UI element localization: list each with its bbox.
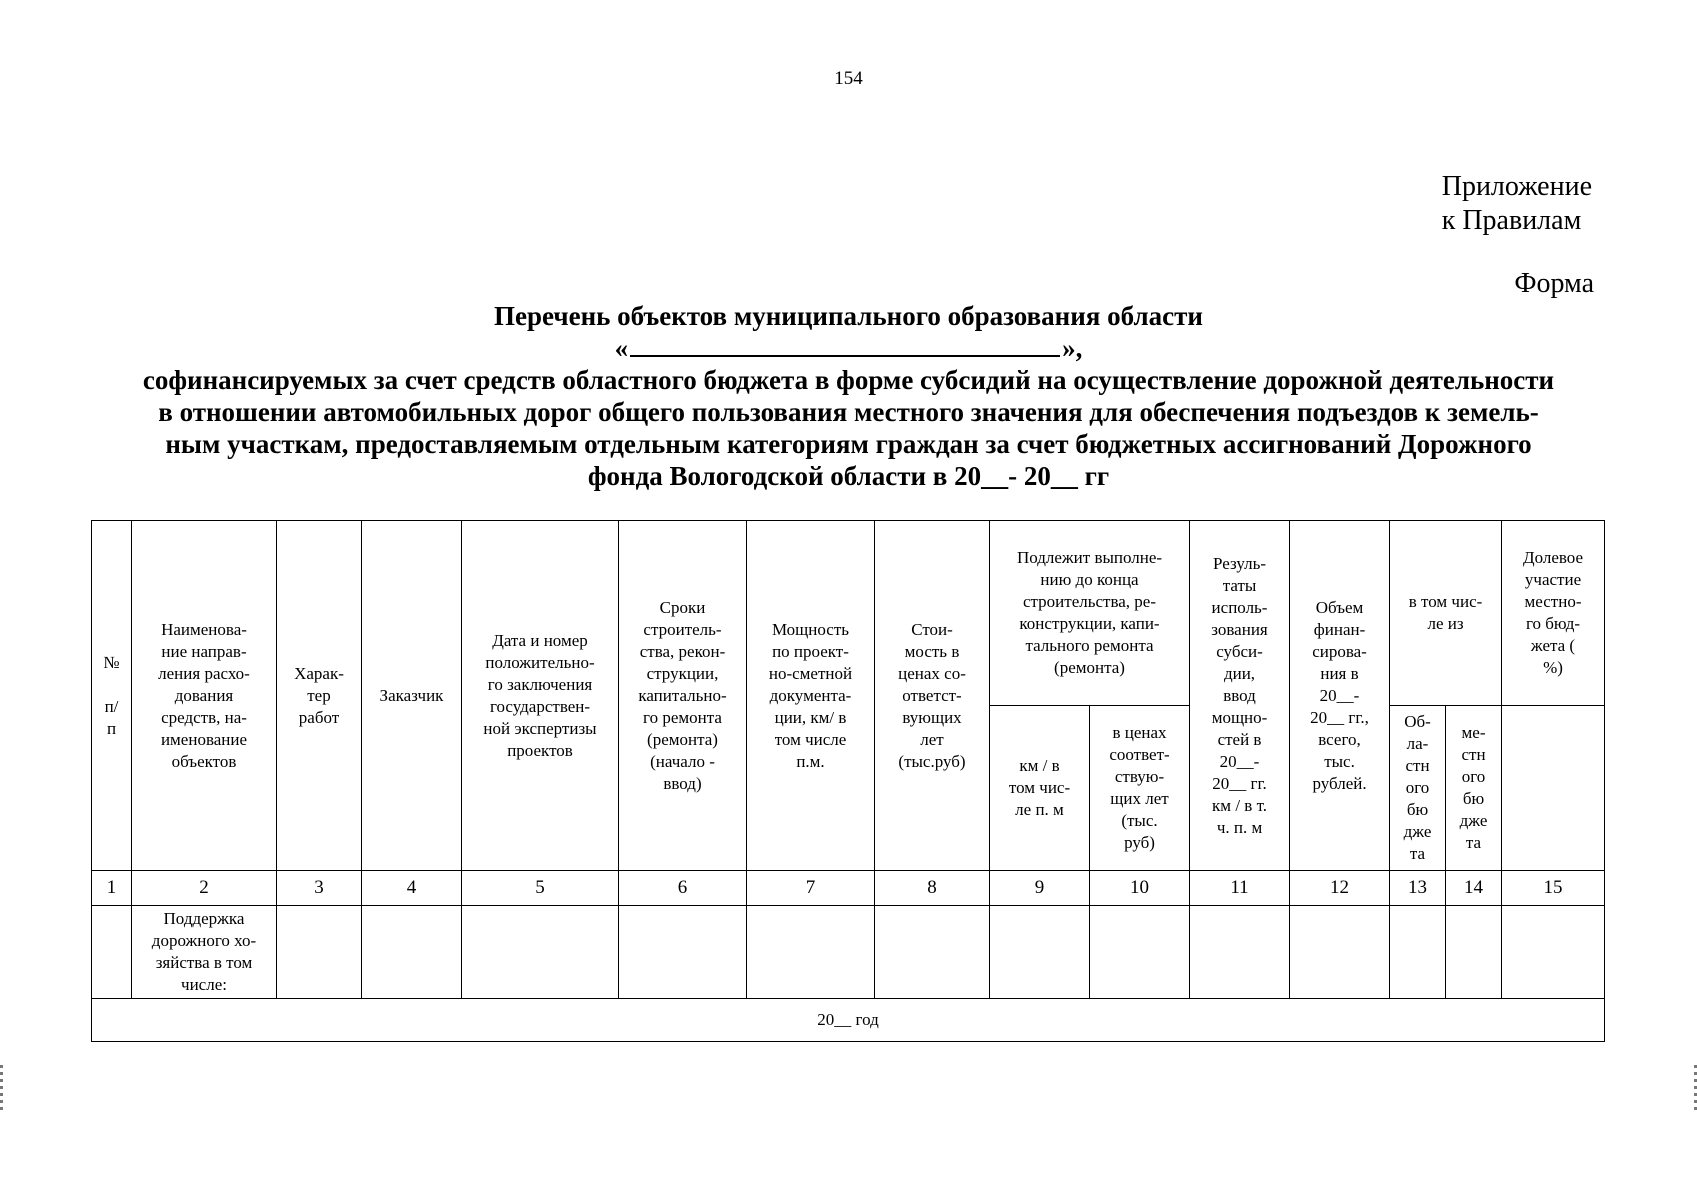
header-cost: Стои- мость в ценах со- ответст- вующих лет (тыс.руб) [875, 521, 990, 871]
header-prices: в ценах соответ- ствую- щих лет (тыс. руб) [1090, 706, 1190, 871]
column-number: 10 [1090, 871, 1190, 906]
column-number: 8 [875, 871, 990, 906]
objects-table [91, 520, 1605, 1042]
header-km: км / в том чис- ле п. м [990, 706, 1090, 871]
table-cell [92, 906, 132, 999]
table-cell [277, 906, 362, 999]
title-line-3: софинансируемых за счет средств областного бюджета в форме субсидий на осуществление дорожной деятельности [142, 365, 1555, 395]
support-row [92, 906, 1605, 999]
form-label: Форма [1514, 268, 1594, 299]
table-cell [1090, 906, 1190, 999]
municipality-blank [630, 333, 1060, 357]
column-number: 13 [1390, 871, 1446, 906]
column-number: 4 [362, 871, 462, 906]
table-cell [1390, 906, 1446, 999]
column-number: 11 [1190, 871, 1290, 906]
column-number: 9 [990, 871, 1090, 906]
table-cell [1190, 906, 1290, 999]
column-number: 15 [1502, 871, 1605, 906]
table-cell [875, 906, 990, 999]
header-terms: Сроки строитель- ства, рекон- струкции, капитально- го ремонта (ремонта) (начало - ввод) [619, 521, 747, 871]
title-line-5: ным участкам, предоставляемым отдельным категориям граждан за счет бюджетных ассигнований Дорожного [165, 429, 1532, 459]
title-line-2 [100, 332, 1597, 364]
header-capacity: Мощность по проект- но-сметной документа- ции, км/ в том числе п.м. [747, 521, 875, 871]
table-cell [1290, 906, 1390, 999]
column-number: 2 [132, 871, 277, 906]
column-number: 3 [277, 871, 362, 906]
header-expertise: Дата и номер положительно- го заключения государствен- ной экспертизы проектов [462, 521, 619, 871]
column-number: 12 [1290, 871, 1390, 906]
header-customer: Заказчик [362, 521, 462, 871]
title-line-4: в отношении автомобильных дорог общего пользования местного значения для обеспечения подъездов к земель- [158, 397, 1539, 427]
column-number: 14 [1446, 871, 1502, 906]
title-line-1: Перечень объектов муниципального образования области [494, 301, 1203, 331]
column-number: 6 [619, 871, 747, 906]
table-cell [990, 906, 1090, 999]
header-local-budget: ме- стн ого бю дже та [1446, 706, 1502, 871]
table-cell [619, 906, 747, 999]
header-including-group: в том чис- ле из [1390, 521, 1502, 706]
header-results: Резуль- таты исполь- зования субси- дии, ввод мощно- стей в 20__- 20__ гг. км / в т. ч. п. м [1190, 521, 1290, 871]
column-number: 5 [462, 871, 619, 906]
appendix-line-1: Приложение [1441, 171, 1592, 202]
table-cell [362, 906, 462, 999]
header-name: Наименова- ние направ- ления расхо- дования средств, на- именование объектов [132, 521, 277, 871]
column-number: 7 [747, 871, 875, 906]
table-cell [462, 906, 619, 999]
title-line-6: фонда Вологодской области в 20__- 20__ гг [587, 461, 1110, 491]
column-numbers-row [92, 871, 1605, 906]
document-title [100, 300, 1597, 492]
year-row [92, 999, 1605, 1042]
header-regional-budget: Об- ла- стн ого бю дже та [1390, 706, 1446, 871]
header-number: № п/ п [92, 521, 132, 871]
header-work-type: Харак- тер работ [277, 521, 362, 871]
table-cell [747, 906, 875, 999]
header-remaining-group: Подлежит выполне- нию до конца строительства, ре- конструкции, капи- тального ремонта (ремонта) [990, 521, 1190, 706]
table-cell [1502, 906, 1605, 999]
year-label: 20__ год [92, 999, 1605, 1042]
page-number: 154 [834, 68, 863, 89]
quote-close: », [1062, 333, 1083, 363]
header-share: Долевое участие местно- го бюд- жета ( %) [1502, 521, 1605, 706]
column-number: 1 [92, 871, 132, 906]
header-financing: Объем финан- сирова- ния в 20__- 20__ гг., всего, тыс. рублей. [1290, 521, 1390, 871]
header-share-empty [1502, 706, 1605, 871]
quote-open: « [614, 333, 629, 363]
support-label: Поддержка дорожного хо- зяйства в том числе: [132, 906, 277, 999]
scan-edge-mark-left [0, 1065, 3, 1110]
appendix-line-2: к Правилам [1441, 205, 1582, 236]
table-cell [1446, 906, 1502, 999]
appendix-label [1442, 170, 1592, 238]
